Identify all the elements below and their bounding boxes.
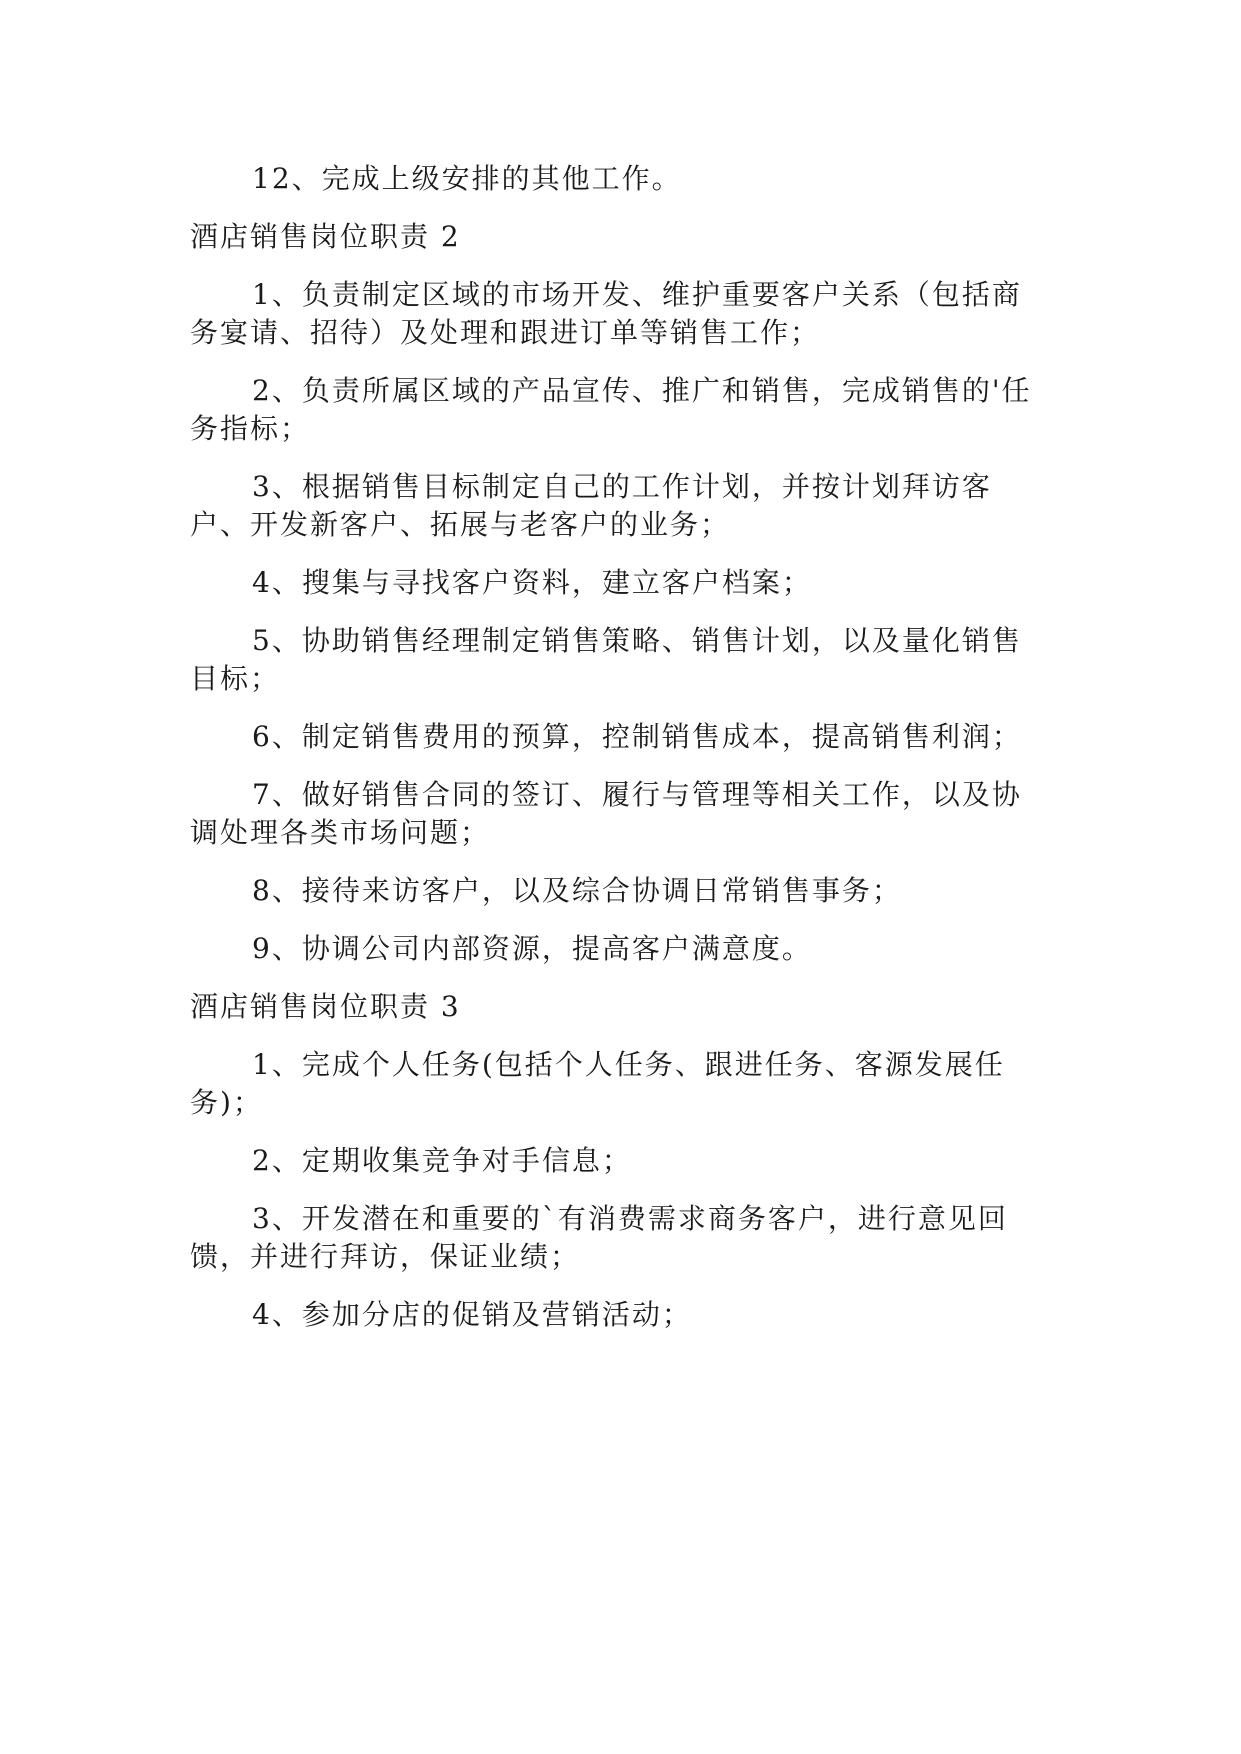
list-item: 8、接待来访客户，以及综合协调日常销售事务； bbox=[252, 874, 902, 907]
list-item: 1、完成个人任务(包括个人任务、跟进任务、客源发展任务)； bbox=[190, 1048, 1005, 1119]
list-item: 4、搜集与寻找客户资料，建立客户档案； bbox=[252, 566, 812, 599]
section-heading: 酒店销售岗位职责 2 bbox=[190, 220, 461, 253]
list-item: 5、协助销售经理制定销售策略、销售计划，以及量化销售目标； bbox=[190, 624, 1022, 695]
list-item: 12、完成上级安排的其他工作。 bbox=[252, 162, 682, 195]
list-item: 3、根据销售目标制定自己的工作计划，并按计划拜访客户、开发新客户、拓展与老客户的业务； bbox=[190, 470, 992, 541]
list-item: 3、开发潜在和重要的`有消费需求商务客户，进行意见回馈，并进行拜访，保证业绩； bbox=[190, 1202, 1008, 1273]
list-item: 6、制定销售费用的预算，控制销售成本，提高销售利润； bbox=[252, 720, 1022, 753]
document-body bbox=[190, 160, 1050, 1354]
section-heading: 酒店销售岗位职责 3 bbox=[190, 990, 461, 1023]
list-item: 4、参加分店的促销及营销活动； bbox=[252, 1298, 692, 1331]
list-item: 7、做好销售合同的签订、履行与管理等相关工作，以及协调处理各类市场问题； bbox=[190, 778, 1022, 849]
list-item: 2、定期收集竞争对手信息； bbox=[252, 1144, 632, 1177]
list-item: 2、负责所属区域的产品宣传、推广和销售，完成销售的'任务指标； bbox=[190, 374, 1032, 445]
list-item: 9、协调公司内部资源，提高客户满意度。 bbox=[252, 932, 812, 965]
list-item: 1、负责制定区域的市场开发、维护重要客户关系（包括商务宴请、招待）及处理和跟进订单等销售工作； bbox=[190, 278, 1022, 349]
